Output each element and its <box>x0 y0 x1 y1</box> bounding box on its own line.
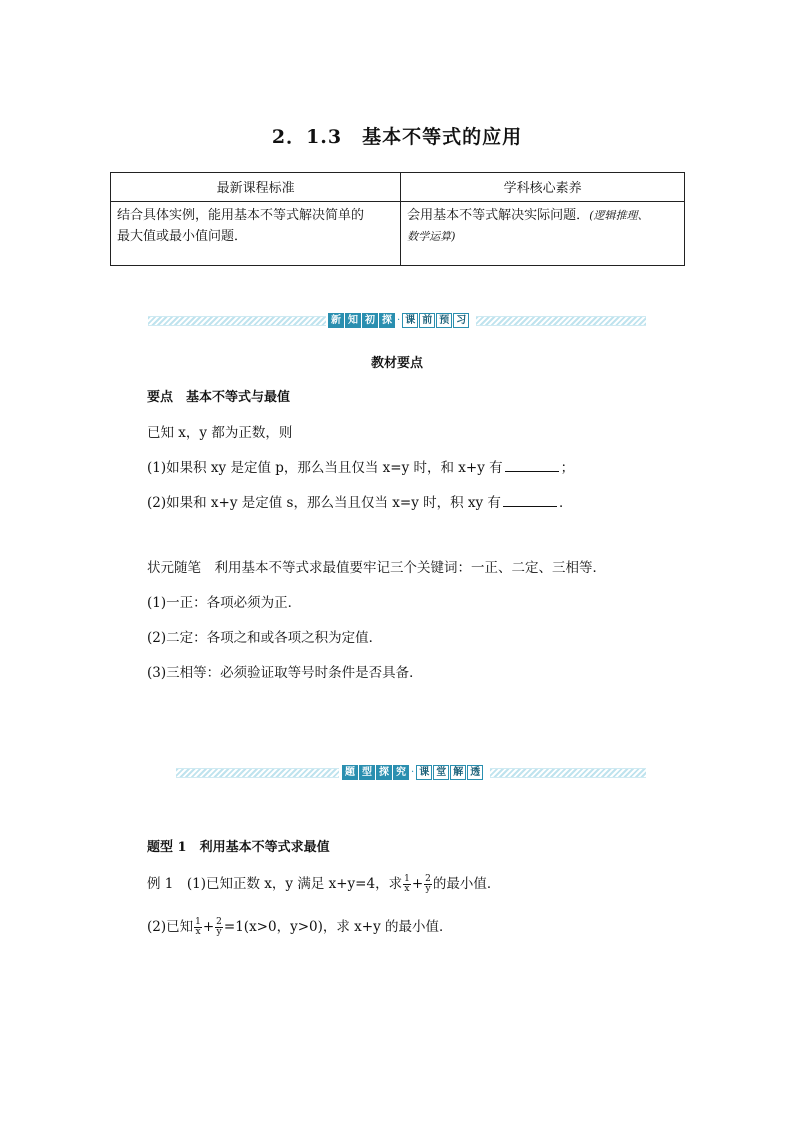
standards-line-1: 结合具体实例，能用基本不等式解决简单的 <box>117 208 365 223</box>
example-2-tail: =1(x>0，y>0)，求 x+y 的最小值． <box>223 919 453 935</box>
banner-stripe-right <box>490 768 646 778</box>
example-1-tail: 的最小值． <box>432 876 501 892</box>
page-title: 2．1.3 基本不等式的应用 <box>271 126 523 148</box>
note-2: (2)二定：各项之和或各项之积为定值． <box>147 630 383 646</box>
section-banner-class <box>176 765 646 779</box>
plus-sign: + <box>202 919 215 935</box>
answer-blank-2[interactable] <box>503 494 557 507</box>
fraction-2-over-y: $\frac{2}{y}$ <box>216 917 222 937</box>
banner-char: 初 <box>362 313 378 328</box>
banner-stripe-right <box>476 316 646 326</box>
item-1 <box>147 456 574 476</box>
standards-table <box>110 172 685 266</box>
example-1-part-1 <box>147 872 500 894</box>
note-3: (3)三相等：必须验证取等号时条件是否具备． <box>147 665 423 681</box>
example-1-text: 例 1 (1)已知正数 x，y 满足 x+y=4，求 <box>147 876 403 892</box>
keypoint-title: 要点 基本不等式与最值 <box>147 390 291 405</box>
fraction-1-over-x: $\frac{1}{x}$ <box>195 917 201 937</box>
literacy-cell <box>401 202 685 266</box>
banner-char: 前 <box>419 313 435 328</box>
standards-header: 最新课程标准 <box>111 173 401 202</box>
banner-separator: · <box>397 314 401 326</box>
literacy-note-2: 数学运算) <box>407 230 456 243</box>
banner-tag <box>342 765 483 779</box>
banner-char: 题 <box>342 765 358 780</box>
banner-stripe-left <box>176 768 339 778</box>
banner-char: 堂 <box>433 765 449 780</box>
banner-separator: · <box>411 766 415 778</box>
banner-char: 解 <box>450 765 466 780</box>
type-1-title: 题型 1 利用基本不等式求最值 <box>147 840 330 855</box>
note-title: 状元随笔 利用基本不等式求最值要牢记三个关键词：一正、二定、三相等． <box>147 560 606 576</box>
banner-tag <box>328 313 469 327</box>
banner-char: 究 <box>393 765 409 780</box>
standards-cell <box>111 202 401 266</box>
banner-char: 知 <box>345 313 361 328</box>
example-1-part-2 <box>147 915 453 937</box>
item-1-text: (1)如果积 xy 是定值 p，那么当且仅当 x=y 时，和 x+y 有 <box>147 460 503 476</box>
note-1: (1)一正：各项必须为正． <box>147 595 302 611</box>
banner-char: 课 <box>402 313 418 328</box>
standards-line-2: 最大值或最小值问题． <box>117 229 248 244</box>
banner-stripe-left <box>148 316 326 326</box>
banner-char: 预 <box>436 313 452 328</box>
banner-char: 新 <box>328 313 344 328</box>
plus-sign: + <box>411 876 424 892</box>
section-heading: 教材要点 <box>370 356 423 371</box>
item-2-end: ． <box>558 495 573 511</box>
banner-char: 课 <box>416 765 432 780</box>
item-2-text: (2)如果和 x+y 是定值 s，那么当且仅当 x=y 时，积 xy 有 <box>147 495 501 511</box>
banner-char: 探 <box>376 765 392 780</box>
given-line: 已知 x，y 都为正数，则 <box>147 425 293 441</box>
item-1-end: ； <box>560 460 575 476</box>
section-banner-preview <box>148 313 646 327</box>
literacy-header: 学科核心素养 <box>401 173 685 202</box>
banner-char: 习 <box>453 313 469 328</box>
example-2-text: (2)已知 <box>147 919 194 935</box>
item-2 <box>147 491 572 511</box>
banner-char: 探 <box>379 313 395 328</box>
literacy-note-1: (逻辑推理、 <box>589 209 649 222</box>
fraction-1-over-x: $\frac{1}{x}$ <box>404 874 410 894</box>
literacy-line-1: 会用基本不等式解决实际问题． <box>407 208 590 223</box>
answer-blank-1[interactable] <box>505 459 559 472</box>
banner-char: 透 <box>467 765 483 780</box>
fraction-2-over-y: $\frac{2}{y}$ <box>425 874 431 894</box>
banner-char: 型 <box>359 765 375 780</box>
